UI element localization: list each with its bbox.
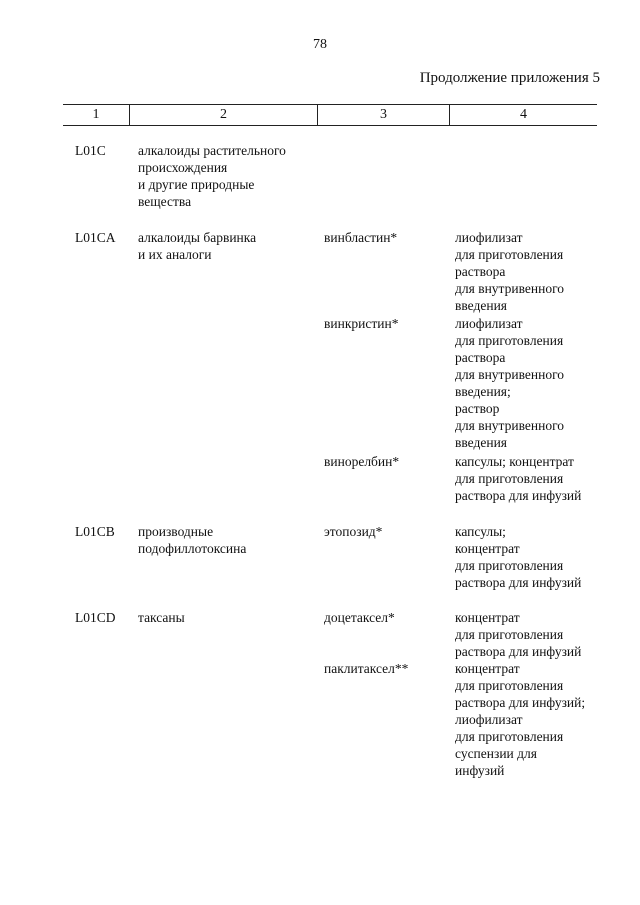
atc-description: алкалоиды растительного происхождения и другие природные вещества — [138, 143, 286, 209]
drug-name: этопозид* — [324, 524, 383, 539]
table-header — [63, 104, 597, 126]
column-header-4: 4 — [449, 105, 597, 125]
atc-description: производные подофиллотоксина — [138, 524, 247, 556]
dosage-forms: капсулы; концентрат для приготовления раствора для инфузий — [455, 524, 582, 590]
dosage-forms: лиофилизат для приготовления раствора для внутривенного введения — [455, 230, 565, 313]
atc-code: L01CD — [75, 610, 116, 625]
column-header-1: 1 — [92, 107, 100, 122]
dosage-forms: лиофилизат для приготовления раствора для внутривенного введения; раствор для внутривенного введения — [455, 316, 565, 450]
drug-name: доцетаксел* — [324, 610, 395, 625]
dosage-forms: концентрат для приготовления раствора для инфузий — [455, 610, 582, 659]
column-header-2: 2 — [129, 105, 317, 125]
atc-code: L01C — [75, 143, 106, 158]
column-header-3: 3 — [317, 105, 449, 125]
atc-code: L01CB — [75, 524, 115, 539]
drug-name: винорелбин* — [324, 454, 400, 469]
dosage-forms: капсулы; концентрат для приготовления раствора для инфузий — [455, 454, 582, 503]
drug-name: винкристин* — [324, 316, 399, 331]
dosage-forms: концентрат для приготовления раствора для инфузий; лиофилизат для приготовления суспензии для инфузий — [455, 661, 586, 778]
atc-description: таксаны — [138, 610, 185, 625]
atc-code: L01CA — [75, 230, 116, 245]
page-number: 78 — [313, 37, 327, 52]
atc-description: алкалоиды барвинка и их аналоги — [138, 230, 257, 262]
continuation-title: Продолжение приложения 5 — [419, 70, 600, 86]
drug-name: паклитаксел** — [324, 661, 409, 676]
drug-name: винбластин* — [324, 230, 398, 245]
